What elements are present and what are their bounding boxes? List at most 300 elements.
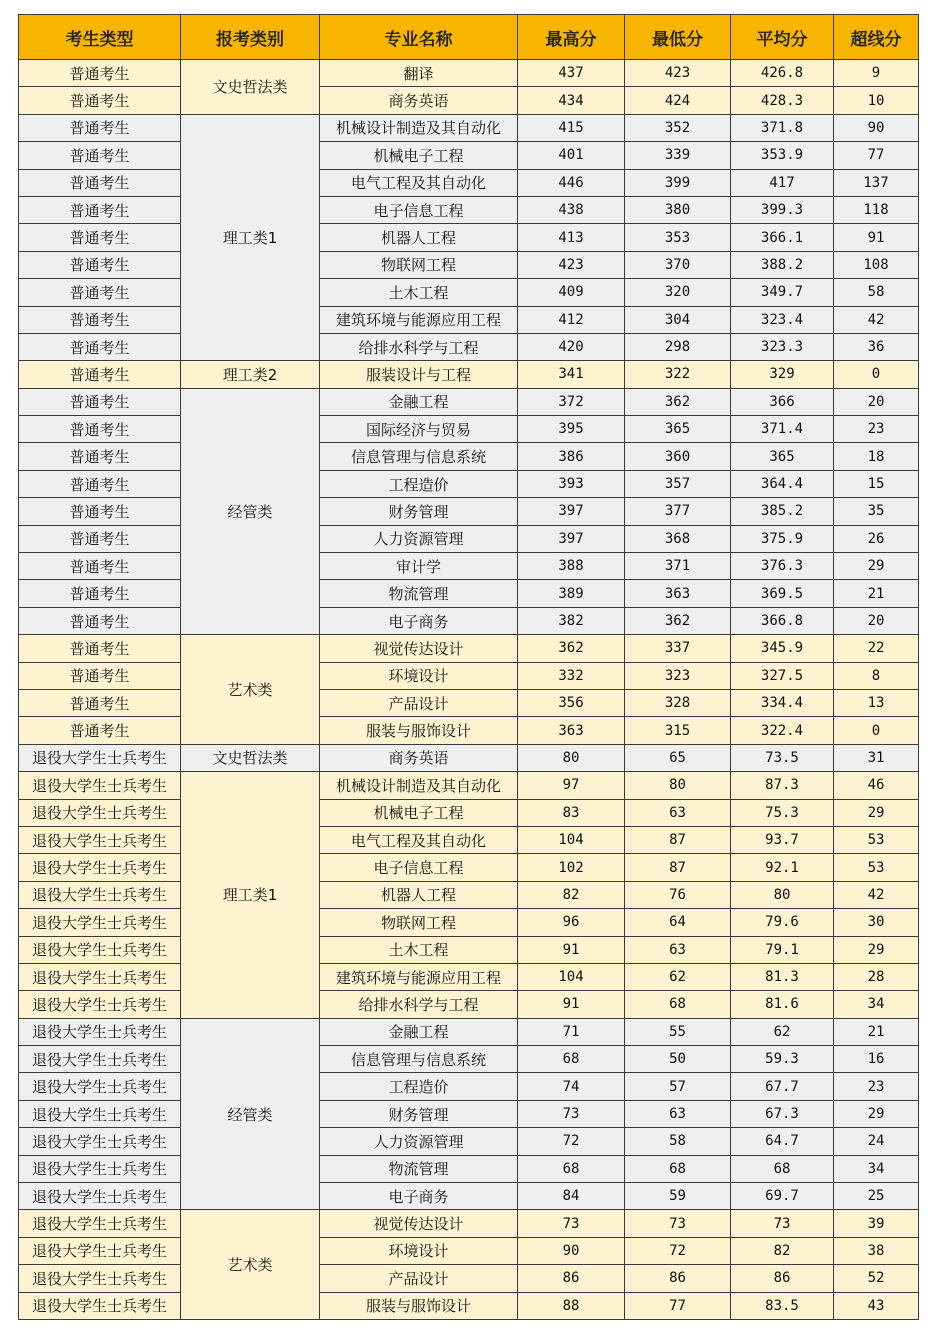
candidate-type-cell: 退役大学生士兵考生	[19, 1183, 181, 1210]
avg-score-cell: 59.3	[731, 1046, 834, 1073]
max-score-cell: 397	[518, 525, 625, 552]
major-cell: 审计学	[320, 553, 518, 580]
over-line-cell: 8	[834, 662, 919, 689]
header-max-score: 最高分	[518, 15, 625, 60]
table-row	[19, 881, 919, 908]
table-row	[19, 1292, 919, 1319]
over-line-cell: 34	[834, 1155, 919, 1182]
category-cell: 文史哲法类	[181, 60, 320, 115]
max-score-cell: 86	[518, 1265, 625, 1292]
over-line-cell: 90	[834, 114, 919, 141]
candidate-type-cell: 普通考生	[19, 525, 181, 552]
avg-score-cell: 68	[731, 1155, 834, 1182]
major-cell: 土木工程	[320, 936, 518, 963]
table-row	[19, 416, 919, 443]
min-score-cell: 423	[625, 60, 731, 87]
major-cell: 产品设计	[320, 1265, 518, 1292]
max-score-cell: 393	[518, 470, 625, 497]
max-score-cell: 104	[518, 963, 625, 990]
min-score-cell: 76	[625, 881, 731, 908]
avg-score-cell: 67.3	[731, 1100, 834, 1127]
table-row	[19, 744, 919, 771]
major-cell: 机器人工程	[320, 224, 518, 251]
table-row	[19, 772, 919, 799]
over-line-cell: 20	[834, 607, 919, 634]
candidate-type-cell: 退役大学生士兵考生	[19, 936, 181, 963]
over-line-cell: 31	[834, 744, 919, 771]
min-score-cell: 87	[625, 854, 731, 881]
score-table-container	[18, 14, 918, 1320]
major-cell: 信息管理与信息系统	[320, 443, 518, 470]
candidate-type-cell: 普通考生	[19, 553, 181, 580]
candidate-type-cell: 普通考生	[19, 607, 181, 634]
max-score-cell: 372	[518, 388, 625, 415]
max-score-cell: 82	[518, 881, 625, 908]
major-cell: 人力资源管理	[320, 1128, 518, 1155]
header-major: 专业名称	[320, 15, 518, 60]
over-line-cell: 53	[834, 854, 919, 881]
over-line-cell: 24	[834, 1128, 919, 1155]
candidate-type-cell: 普通考生	[19, 443, 181, 470]
avg-score-cell: 366.1	[731, 224, 834, 251]
table-row	[19, 1128, 919, 1155]
candidate-type-cell: 退役大学生士兵考生	[19, 909, 181, 936]
major-cell: 商务英语	[320, 744, 518, 771]
max-score-cell: 423	[518, 251, 625, 278]
table-row	[19, 909, 919, 936]
major-cell: 人力资源管理	[320, 525, 518, 552]
table-row	[19, 1183, 919, 1210]
max-score-cell: 386	[518, 443, 625, 470]
min-score-cell: 368	[625, 525, 731, 552]
max-score-cell: 409	[518, 279, 625, 306]
max-score-cell: 446	[518, 169, 625, 196]
table-row	[19, 1155, 919, 1182]
over-line-cell: 35	[834, 498, 919, 525]
min-score-cell: 360	[625, 443, 731, 470]
avg-score-cell: 79.1	[731, 936, 834, 963]
over-line-cell: 108	[834, 251, 919, 278]
major-cell: 物联网工程	[320, 909, 518, 936]
min-score-cell: 63	[625, 936, 731, 963]
min-score-cell: 87	[625, 826, 731, 853]
table-row	[19, 306, 919, 333]
over-line-cell: 29	[834, 553, 919, 580]
candidate-type-cell: 普通考生	[19, 87, 181, 114]
major-cell: 建筑环境与能源应用工程	[320, 963, 518, 990]
max-score-cell: 413	[518, 224, 625, 251]
min-score-cell: 68	[625, 1155, 731, 1182]
major-cell: 物流管理	[320, 1155, 518, 1182]
max-score-cell: 73	[518, 1100, 625, 1127]
category-cell: 艺术类	[181, 635, 320, 745]
min-score-cell: 399	[625, 169, 731, 196]
table-row	[19, 279, 919, 306]
candidate-type-cell: 退役大学生士兵考生	[19, 881, 181, 908]
min-score-cell: 362	[625, 388, 731, 415]
min-score-cell: 371	[625, 553, 731, 580]
candidate-type-cell: 普通考生	[19, 416, 181, 443]
major-cell: 环境设计	[320, 1237, 518, 1264]
table-row	[19, 498, 919, 525]
max-score-cell: 68	[518, 1155, 625, 1182]
max-score-cell: 102	[518, 854, 625, 881]
max-score-cell: 91	[518, 936, 625, 963]
over-line-cell: 118	[834, 196, 919, 223]
table-row	[19, 689, 919, 716]
candidate-type-cell: 退役大学生士兵考生	[19, 963, 181, 990]
major-cell: 视觉传达设计	[320, 635, 518, 662]
candidate-type-cell: 退役大学生士兵考生	[19, 1128, 181, 1155]
max-score-cell: 90	[518, 1237, 625, 1264]
min-score-cell: 65	[625, 744, 731, 771]
candidate-type-cell: 普通考生	[19, 251, 181, 278]
min-score-cell: 59	[625, 1183, 731, 1210]
min-score-cell: 298	[625, 333, 731, 360]
max-score-cell: 389	[518, 580, 625, 607]
min-score-cell: 80	[625, 772, 731, 799]
min-score-cell: 62	[625, 963, 731, 990]
max-score-cell: 415	[518, 114, 625, 141]
candidate-type-cell: 普通考生	[19, 470, 181, 497]
table-row	[19, 826, 919, 853]
table-row	[19, 525, 919, 552]
table-row	[19, 607, 919, 634]
candidate-type-cell: 退役大学生士兵考生	[19, 1292, 181, 1319]
avg-score-cell: 67.7	[731, 1073, 834, 1100]
major-cell: 电子商务	[320, 1183, 518, 1210]
max-score-cell: 401	[518, 142, 625, 169]
min-score-cell: 50	[625, 1046, 731, 1073]
table-row	[19, 662, 919, 689]
min-score-cell: 63	[625, 799, 731, 826]
over-line-cell: 22	[834, 635, 919, 662]
candidate-type-cell: 普通考生	[19, 114, 181, 141]
over-line-cell: 77	[834, 142, 919, 169]
candidate-type-cell: 退役大学生士兵考生	[19, 799, 181, 826]
max-score-cell: 80	[518, 744, 625, 771]
over-line-cell: 53	[834, 826, 919, 853]
avg-score-cell: 86	[731, 1265, 834, 1292]
avg-score-cell: 79.6	[731, 909, 834, 936]
table-row	[19, 443, 919, 470]
over-line-cell: 29	[834, 1100, 919, 1127]
max-score-cell: 332	[518, 662, 625, 689]
max-score-cell: 412	[518, 306, 625, 333]
max-score-cell: 84	[518, 1183, 625, 1210]
avg-score-cell: 349.7	[731, 279, 834, 306]
major-cell: 财务管理	[320, 498, 518, 525]
over-line-cell: 42	[834, 881, 919, 908]
candidate-type-cell: 普通考生	[19, 333, 181, 360]
major-cell: 国际经济与贸易	[320, 416, 518, 443]
avg-score-cell: 364.4	[731, 470, 834, 497]
major-cell: 土木工程	[320, 279, 518, 306]
over-line-cell: 52	[834, 1265, 919, 1292]
candidate-type-cell: 普通考生	[19, 635, 181, 662]
category-cell: 文史哲法类	[181, 744, 320, 771]
over-line-cell: 91	[834, 224, 919, 251]
major-cell: 工程造价	[320, 1073, 518, 1100]
min-score-cell: 58	[625, 1128, 731, 1155]
over-line-cell: 39	[834, 1210, 919, 1237]
table-row	[19, 470, 919, 497]
table-row	[19, 388, 919, 415]
header-avg-score: 平均分	[731, 15, 834, 60]
max-score-cell: 420	[518, 333, 625, 360]
major-cell: 电子信息工程	[320, 854, 518, 881]
major-cell: 财务管理	[320, 1100, 518, 1127]
major-cell: 机器人工程	[320, 881, 518, 908]
candidate-type-cell: 退役大学生士兵考生	[19, 1100, 181, 1127]
major-cell: 电子商务	[320, 607, 518, 634]
min-score-cell: 55	[625, 1018, 731, 1045]
over-line-cell: 43	[834, 1292, 919, 1319]
min-score-cell: 323	[625, 662, 731, 689]
min-score-cell: 362	[625, 607, 731, 634]
max-score-cell: 104	[518, 826, 625, 853]
major-cell: 电气工程及其自动化	[320, 169, 518, 196]
table-row	[19, 635, 919, 662]
major-cell: 视觉传达设计	[320, 1210, 518, 1237]
category-cell: 经管类	[181, 1018, 320, 1210]
candidate-type-cell: 普通考生	[19, 169, 181, 196]
category-cell: 理工类2	[181, 361, 320, 388]
header-row	[19, 15, 919, 60]
min-score-cell: 64	[625, 909, 731, 936]
avg-score-cell: 323.3	[731, 333, 834, 360]
over-line-cell: 29	[834, 936, 919, 963]
table-row	[19, 361, 919, 388]
over-line-cell: 0	[834, 717, 919, 744]
candidate-type-cell: 普通考生	[19, 498, 181, 525]
avg-score-cell: 81.3	[731, 963, 834, 990]
over-line-cell: 36	[834, 333, 919, 360]
candidate-type-cell: 退役大学生士兵考生	[19, 772, 181, 799]
avg-score-cell: 399.3	[731, 196, 834, 223]
over-line-cell: 0	[834, 361, 919, 388]
major-cell: 物流管理	[320, 580, 518, 607]
table-row	[19, 1237, 919, 1264]
avg-score-cell: 334.4	[731, 689, 834, 716]
max-score-cell: 71	[518, 1018, 625, 1045]
major-cell: 电子信息工程	[320, 196, 518, 223]
max-score-cell: 388	[518, 553, 625, 580]
min-score-cell: 339	[625, 142, 731, 169]
max-score-cell: 434	[518, 87, 625, 114]
candidate-type-cell: 普通考生	[19, 279, 181, 306]
table-row	[19, 1046, 919, 1073]
table-row	[19, 991, 919, 1018]
major-cell: 机械设计制造及其自动化	[320, 114, 518, 141]
over-line-cell: 20	[834, 388, 919, 415]
avg-score-cell: 64.7	[731, 1128, 834, 1155]
over-line-cell: 15	[834, 470, 919, 497]
candidate-type-cell: 退役大学生士兵考生	[19, 1155, 181, 1182]
min-score-cell: 365	[625, 416, 731, 443]
min-score-cell: 322	[625, 361, 731, 388]
table-row	[19, 114, 919, 141]
avg-score-cell: 385.2	[731, 498, 834, 525]
min-score-cell: 363	[625, 580, 731, 607]
table-row	[19, 87, 919, 114]
avg-score-cell: 369.5	[731, 580, 834, 607]
major-cell: 机械设计制造及其自动化	[320, 772, 518, 799]
over-line-cell: 23	[834, 416, 919, 443]
avg-score-cell: 69.7	[731, 1183, 834, 1210]
max-score-cell: 97	[518, 772, 625, 799]
over-line-cell: 137	[834, 169, 919, 196]
category-cell: 理工类1	[181, 772, 320, 1019]
major-cell: 翻译	[320, 60, 518, 87]
table-row	[19, 1100, 919, 1127]
avg-score-cell: 371.4	[731, 416, 834, 443]
candidate-type-cell: 普通考生	[19, 717, 181, 744]
avg-score-cell: 322.4	[731, 717, 834, 744]
min-score-cell: 68	[625, 991, 731, 1018]
max-score-cell: 382	[518, 607, 625, 634]
min-score-cell: 328	[625, 689, 731, 716]
table-row	[19, 142, 919, 169]
table-row	[19, 60, 919, 87]
major-cell: 商务英语	[320, 87, 518, 114]
avg-score-cell: 93.7	[731, 826, 834, 853]
major-cell: 机械电子工程	[320, 799, 518, 826]
max-score-cell: 91	[518, 991, 625, 1018]
max-score-cell: 68	[518, 1046, 625, 1073]
candidate-type-cell: 普通考生	[19, 60, 181, 87]
min-score-cell: 337	[625, 635, 731, 662]
major-cell: 金融工程	[320, 1018, 518, 1045]
table-row	[19, 963, 919, 990]
candidate-type-cell: 退役大学生士兵考生	[19, 1237, 181, 1264]
header-min-score: 最低分	[625, 15, 731, 60]
table-row	[19, 1018, 919, 1045]
candidate-type-cell: 普通考生	[19, 662, 181, 689]
candidate-type-cell: 普通考生	[19, 142, 181, 169]
min-score-cell: 377	[625, 498, 731, 525]
candidate-type-cell: 普通考生	[19, 306, 181, 333]
avg-score-cell: 428.3	[731, 87, 834, 114]
major-cell: 建筑环境与能源应用工程	[320, 306, 518, 333]
major-cell: 物联网工程	[320, 251, 518, 278]
avg-score-cell: 371.8	[731, 114, 834, 141]
avg-score-cell: 62	[731, 1018, 834, 1045]
avg-score-cell: 366	[731, 388, 834, 415]
avg-score-cell: 80	[731, 881, 834, 908]
max-score-cell: 438	[518, 196, 625, 223]
table-row	[19, 1073, 919, 1100]
table-row	[19, 251, 919, 278]
max-score-cell: 74	[518, 1073, 625, 1100]
avg-score-cell: 87.3	[731, 772, 834, 799]
over-line-cell: 25	[834, 1183, 919, 1210]
max-score-cell: 83	[518, 799, 625, 826]
major-cell: 电气工程及其自动化	[320, 826, 518, 853]
avg-score-cell: 345.9	[731, 635, 834, 662]
min-score-cell: 73	[625, 1210, 731, 1237]
major-cell: 给排水科学与工程	[320, 333, 518, 360]
max-score-cell: 437	[518, 60, 625, 87]
avg-score-cell: 426.8	[731, 60, 834, 87]
over-line-cell: 16	[834, 1046, 919, 1073]
table-row	[19, 1210, 919, 1237]
max-score-cell: 73	[518, 1210, 625, 1237]
header-over-line: 超线分	[834, 15, 919, 60]
candidate-type-cell: 退役大学生士兵考生	[19, 1046, 181, 1073]
avg-score-cell: 82	[731, 1237, 834, 1264]
min-score-cell: 86	[625, 1265, 731, 1292]
candidate-type-cell: 退役大学生士兵考生	[19, 991, 181, 1018]
major-cell: 环境设计	[320, 662, 518, 689]
major-cell: 工程造价	[320, 470, 518, 497]
category-cell: 经管类	[181, 388, 320, 635]
header-category: 报考类别	[181, 15, 320, 60]
over-line-cell: 21	[834, 580, 919, 607]
avg-score-cell: 83.5	[731, 1292, 834, 1319]
max-score-cell: 395	[518, 416, 625, 443]
table-body	[19, 60, 919, 1320]
header-candidate-type: 考生类型	[19, 15, 181, 60]
candidate-type-cell: 退役大学生士兵考生	[19, 826, 181, 853]
min-score-cell: 315	[625, 717, 731, 744]
min-score-cell: 357	[625, 470, 731, 497]
max-score-cell: 397	[518, 498, 625, 525]
table-row	[19, 799, 919, 826]
category-cell: 艺术类	[181, 1210, 320, 1320]
candidate-type-cell: 退役大学生士兵考生	[19, 1073, 181, 1100]
avg-score-cell: 329	[731, 361, 834, 388]
max-score-cell: 356	[518, 689, 625, 716]
table-row	[19, 717, 919, 744]
candidate-type-cell: 普通考生	[19, 224, 181, 251]
avg-score-cell: 366.8	[731, 607, 834, 634]
avg-score-cell: 73.5	[731, 744, 834, 771]
avg-score-cell: 376.3	[731, 553, 834, 580]
over-line-cell: 9	[834, 60, 919, 87]
avg-score-cell: 365	[731, 443, 834, 470]
over-line-cell: 26	[834, 525, 919, 552]
avg-score-cell: 81.6	[731, 991, 834, 1018]
over-line-cell: 30	[834, 909, 919, 936]
avg-score-cell: 73	[731, 1210, 834, 1237]
table-row	[19, 1265, 919, 1292]
candidate-type-cell: 退役大学生士兵考生	[19, 1018, 181, 1045]
avg-score-cell: 353.9	[731, 142, 834, 169]
major-cell: 服装与服饰设计	[320, 1292, 518, 1319]
over-line-cell: 58	[834, 279, 919, 306]
major-cell: 给排水科学与工程	[320, 991, 518, 1018]
major-cell: 信息管理与信息系统	[320, 1046, 518, 1073]
major-cell: 服装与服饰设计	[320, 717, 518, 744]
over-line-cell: 23	[834, 1073, 919, 1100]
over-line-cell: 13	[834, 689, 919, 716]
min-score-cell: 424	[625, 87, 731, 114]
major-cell: 服装设计与工程	[320, 361, 518, 388]
candidate-type-cell: 退役大学生士兵考生	[19, 744, 181, 771]
candidate-type-cell: 普通考生	[19, 361, 181, 388]
avg-score-cell: 388.2	[731, 251, 834, 278]
table-row	[19, 224, 919, 251]
over-line-cell: 10	[834, 87, 919, 114]
avg-score-cell: 417	[731, 169, 834, 196]
max-score-cell: 72	[518, 1128, 625, 1155]
table-row	[19, 854, 919, 881]
candidate-type-cell: 退役大学生士兵考生	[19, 854, 181, 881]
min-score-cell: 380	[625, 196, 731, 223]
candidate-type-cell: 普通考生	[19, 580, 181, 607]
major-cell: 机械电子工程	[320, 142, 518, 169]
